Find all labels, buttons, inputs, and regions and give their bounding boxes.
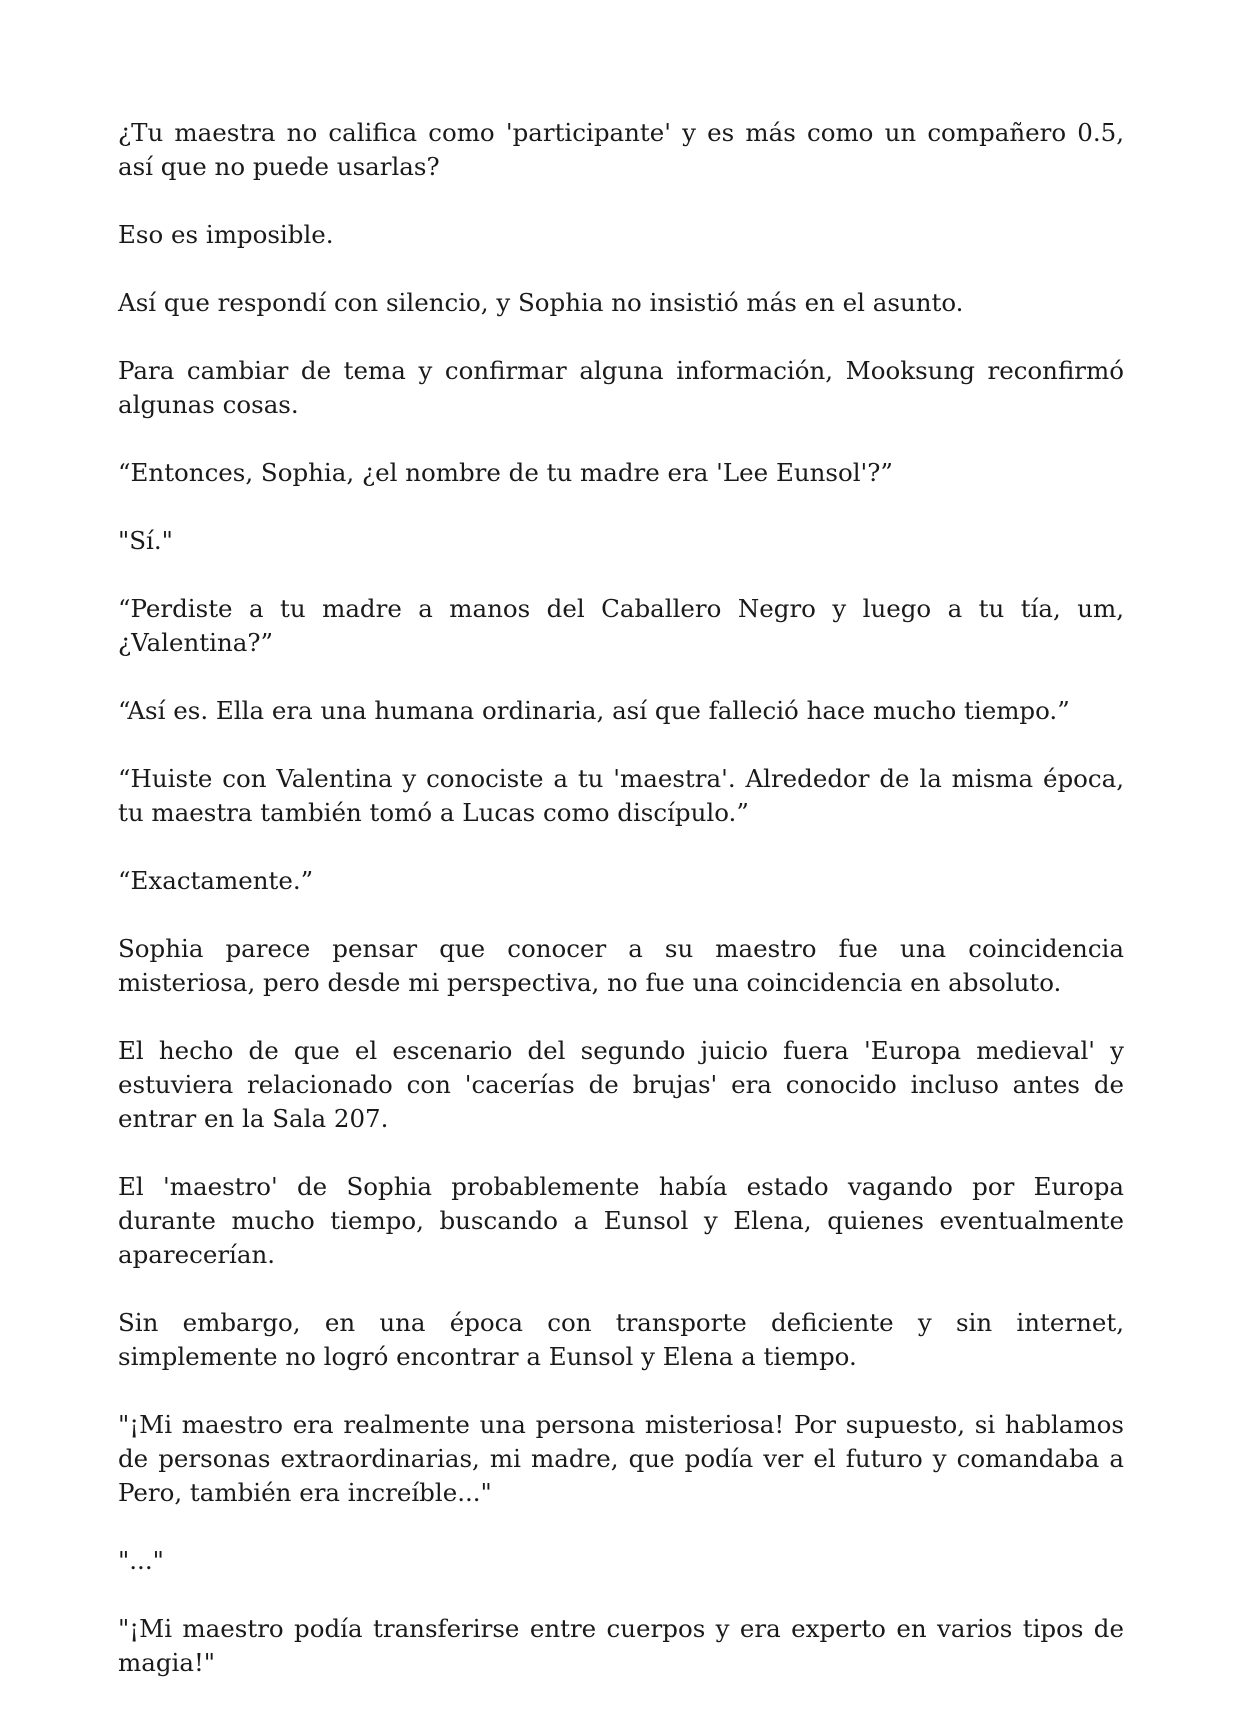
paragraph: "..." [118, 1546, 164, 1575]
paragraph: "¡Mi maestro era realmente una persona misteriosa! Por supuesto, si hablamos de personas extraordinarias, mi madre, que podía ver el futuro y comandaba a Pero, también era increíble..." [118, 1410, 1124, 1507]
paragraph: El 'maestro' de Sophia probablemente había estado vagando por Europa durante mucho tiempo, buscando a Eunsol y Elena, quienes eventualmente aparecerían. [118, 1172, 1124, 1269]
paragraph: Así que respondí con silencio, y Sophia no insistió más en el asunto. [118, 288, 964, 317]
paragraph: Sin embargo, en una época con transporte deficiente y sin internet, simplemente no logró encontrar a Eunsol y Elena a tiempo. [118, 1308, 1124, 1371]
paragraph: "Sí." [118, 526, 173, 555]
paragraph: “Así es. Ella era una humana ordinaria, así que falleció hace mucho tiempo.” [118, 696, 1070, 725]
paragraph: El hecho de que el escenario del segundo juicio fuera 'Europa medieval' y estuviera relacionado con 'cacerías de brujas' era conocido incluso antes de entrar en la Sala 207. [118, 1036, 1124, 1133]
paragraph: “Exactamente.” [118, 866, 314, 895]
paragraph: ¿Tu maestra no califica como 'participante' y es más como un compañero 0.5, así que no puede usarlas? [118, 118, 1124, 181]
document-body [118, 116, 1124, 1714]
paragraph: “Entonces, Sophia, ¿el nombre de tu madre era 'Lee Eunsol'?” [118, 458, 893, 487]
paragraph: Para cambiar de tema y confirmar alguna información, Mooksung reconfirmó algunas cosas. [118, 356, 1124, 419]
paragraph: “Huiste con Valentina y conociste a tu 'maestra'. Alrededor de la misma época, tu maestra también tomó a Lucas como discípulo.” [118, 764, 1124, 827]
paragraph: “Perdiste a tu madre a manos del Caballero Negro y luego a tu tía, um, ¿Valentina?” [118, 594, 1124, 657]
paragraph: Sophia parece pensar que conocer a su maestro fue una coincidencia misteriosa, pero desde mi perspectiva, no fue una coincidencia en absoluto. [118, 934, 1124, 997]
paragraph: "¡Mi maestro podía transferirse entre cuerpos y era experto en varios tipos de magia!" [118, 1614, 1124, 1677]
paragraph: Eso es imposible. [118, 220, 334, 249]
